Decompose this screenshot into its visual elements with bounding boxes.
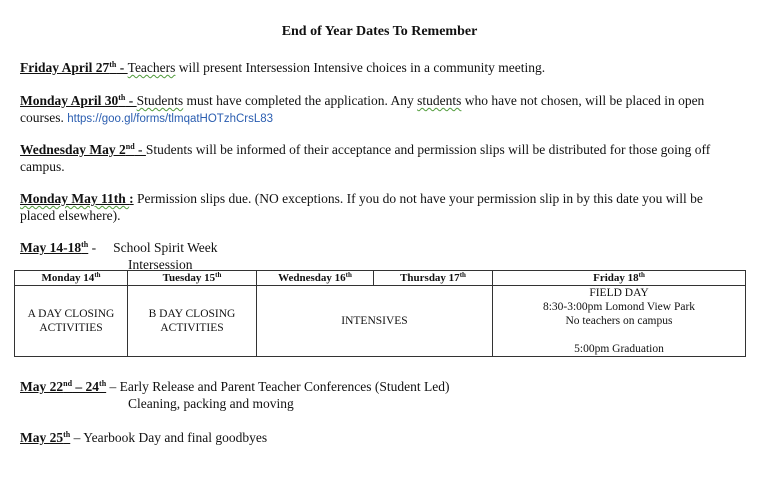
item-text: will present Intersession Intensive choices in a community meeting. (175, 60, 546, 75)
intersession-text: Intersession (128, 257, 193, 272)
item-may-25 (20, 429, 735, 446)
header-wednesday: Wednesday 16th (257, 271, 374, 286)
schedule-table (14, 270, 746, 357)
header-monday: Monday 14th (15, 271, 128, 286)
table-row (15, 286, 746, 357)
spellcheck-word: Students (136, 93, 184, 108)
spirit-week-text: School Spirit Week (113, 240, 218, 255)
cell-intensives: INTENSIVES (257, 286, 493, 357)
item-text: Early Release and Parent Teacher Conferences (Student Led) (119, 379, 450, 394)
cleaning-text: Cleaning, packing and moving (128, 396, 294, 411)
date-label: May 14-18th (20, 240, 89, 255)
date-label: Monday April 30th - (20, 93, 137, 108)
item-text: – Yearbook Day and final goodbyes (70, 430, 268, 445)
header-friday: Friday 18th (493, 271, 746, 286)
cell-friday: FIELD DAY 8:30-3:00pm Lomond View Park No teachers on campus 5:00pm Graduation (493, 286, 746, 357)
item-text: Permission slips due. (NO exceptions. If you do not have your permission slip in by this date you will be placed elsewhere). (20, 191, 703, 223)
item-text: must have completed the application. Any (183, 93, 418, 108)
date-label: Friday April 27th - (20, 60, 128, 75)
item-may-11 (20, 190, 735, 224)
date-label: Monday May 11th : (20, 191, 134, 206)
date-label: Wednesday May 2nd - (20, 142, 146, 157)
item-april-30 (20, 92, 735, 128)
document-title: End of Year Dates To Remember (281, 24, 478, 39)
item-text: Students will be informed of their acceptance and permission slips will be distributed for those going off campus. (20, 142, 711, 174)
cell-monday: A DAY CLOSING ACTIVITIES (15, 286, 128, 357)
header-thursday: Thursday 17th (374, 271, 493, 286)
application-form-link[interactable]: https://goo.gl/forms/tlmqatHOTzhCrsL83 (67, 113, 274, 125)
table-header-row (15, 271, 746, 286)
header-tuesday: Tuesday 15th (128, 271, 257, 286)
item-may-2 (20, 141, 735, 175)
date-label: May 22nd – 24th (20, 379, 107, 394)
item-text: who have not chosen, will be placed in open courses. (20, 93, 705, 125)
date-label: May 25th (20, 430, 71, 445)
item-may-22-24: May 22nd – 24th – Early Release and Parent Teacher Conferences (Student Led) Cleaning, packing and moving (20, 378, 735, 412)
item-may-14-18: May 14-18th - School Spirit Week Intersession (20, 239, 735, 273)
cell-tuesday: B DAY CLOSING ACTIVITIES (128, 286, 257, 357)
spellcheck-word: students (417, 93, 462, 108)
item-april-27 (20, 59, 735, 76)
spellcheck-word: Teachers (127, 60, 176, 75)
